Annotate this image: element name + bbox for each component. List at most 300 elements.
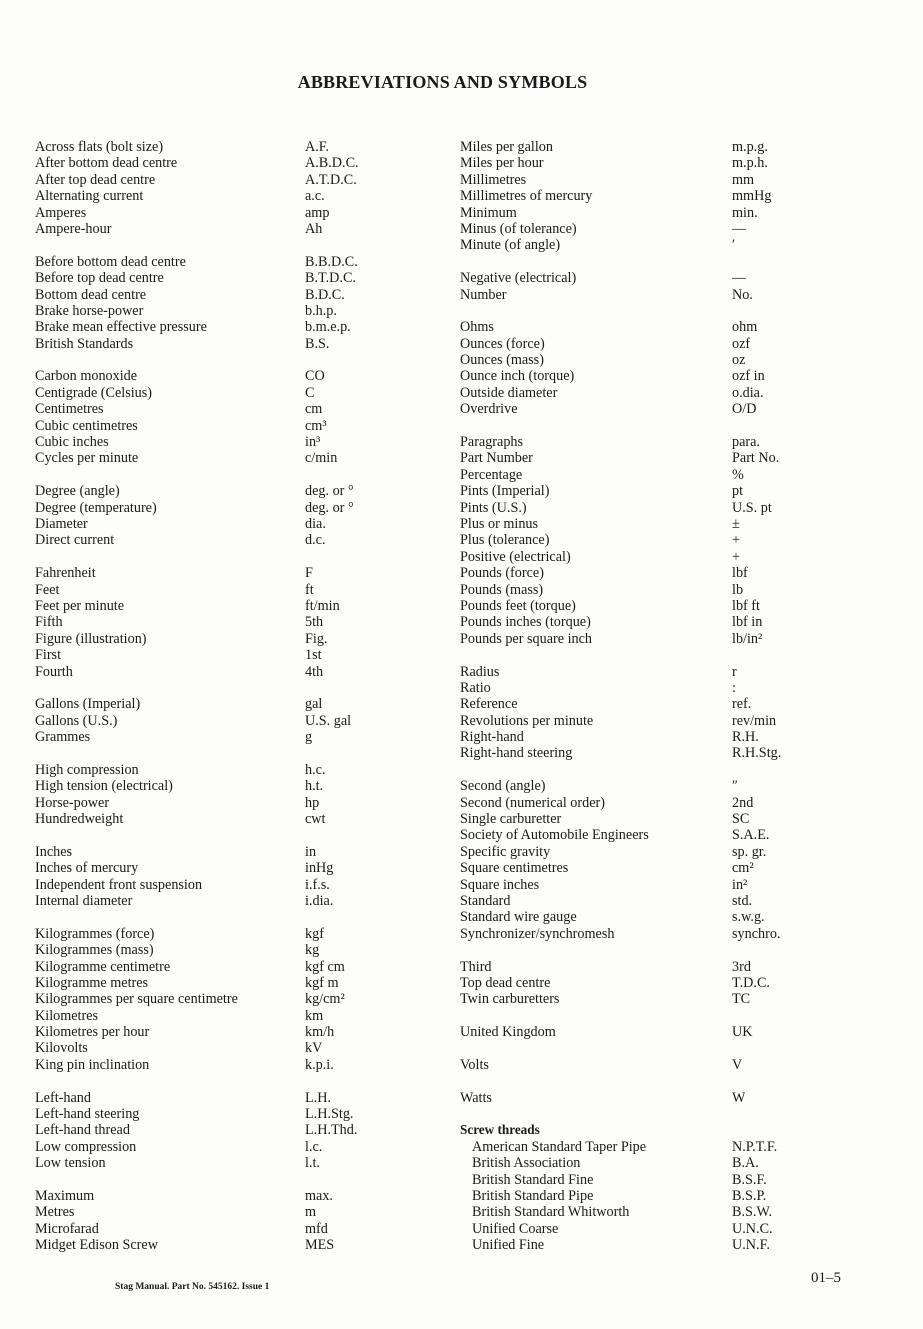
- entry-term: Bottom dead centre: [35, 286, 147, 303]
- entry-abbreviation: ″: [732, 778, 738, 795]
- entry-term: Amperes: [35, 204, 87, 221]
- abbreviation-entry: [35, 631, 415, 647]
- entry-term: Carbon monoxide: [35, 368, 138, 385]
- page-title: ABBREVIATIONS AND SYMBOLS: [297, 72, 588, 92]
- abbreviation-entry: [460, 1172, 880, 1188]
- abbreviation-entry: [460, 385, 880, 401]
- entry-abbreviation: ozf in: [732, 368, 765, 385]
- entry-abbreviation: A.T.D.C.: [305, 171, 357, 188]
- entry-abbreviation: :: [732, 679, 736, 696]
- abbreviation-entry: [460, 368, 880, 384]
- entry-term: Pounds (force): [460, 565, 544, 582]
- abbreviation-entry: [460, 549, 880, 565]
- entry-abbreviation: ohm: [732, 319, 758, 336]
- abbreviation-entry: [460, 614, 880, 630]
- entry-term: Inches of mercury: [35, 860, 139, 877]
- entry-term: Kilogrammes (mass): [35, 942, 154, 959]
- entry-abbreviation: min.: [732, 204, 758, 221]
- entry-term: Across flats (bolt size): [35, 139, 164, 155]
- entry-term: Plus (tolerance): [460, 532, 550, 549]
- entry-abbreviation: mm: [732, 171, 755, 188]
- abbreviation-entry: [460, 778, 880, 794]
- entry-abbreviation: C: [305, 384, 315, 401]
- group-spacer: [35, 1073, 415, 1089]
- right-column: [460, 139, 880, 1254]
- abbreviation-entry: [35, 434, 415, 450]
- abbreviation-entry: [460, 1204, 880, 1220]
- group-spacer: [35, 467, 415, 483]
- entry-abbreviation: T.D.C.: [732, 974, 770, 991]
- entry-term: Degree (temperature): [35, 499, 157, 516]
- entry-abbreviation: L.H.: [305, 1089, 332, 1106]
- entry-term: Unified Coarse: [472, 1220, 559, 1237]
- abbreviation-entry: [460, 434, 880, 450]
- entry-abbreviation: d.c.: [305, 532, 326, 549]
- entry-abbreviation: W: [732, 1089, 746, 1106]
- entry-abbreviation: i.dia.: [305, 892, 334, 909]
- abbreviation-entry: [460, 1139, 880, 1155]
- abbreviation-entry: [460, 467, 880, 483]
- abbreviation-entry: [35, 959, 415, 975]
- abbreviation-entry: [35, 729, 415, 745]
- entry-abbreviation: B.B.D.C.: [305, 253, 358, 270]
- entry-term: Ounce inch (torque): [460, 368, 575, 385]
- entry-term: Centigrade (Celsius): [35, 384, 153, 401]
- abbreviation-entry: [35, 1139, 415, 1155]
- entry-term: Before bottom dead centre: [35, 253, 186, 270]
- abbreviation-entry: [460, 352, 880, 368]
- abbreviation-entry: [35, 254, 415, 270]
- entry-abbreviation: B.T.D.C.: [305, 270, 356, 287]
- entry-term: Grammes: [35, 729, 91, 746]
- entry-term: Kilovolts: [35, 1040, 88, 1057]
- entry-abbreviation: inHg: [305, 860, 334, 877]
- abbreviation-entry: [35, 975, 415, 991]
- entry-term: Revolutions per minute: [460, 712, 594, 729]
- abbreviation-entry: [35, 778, 415, 794]
- abbreviation-entry: [460, 319, 880, 335]
- entry-abbreviation: +: [732, 548, 741, 565]
- entry-term: Left-hand: [35, 1089, 91, 1106]
- entry-abbreviation: L.H.Stg.: [305, 1106, 354, 1123]
- entry-term: Pints (U.S.): [460, 499, 527, 516]
- entry-term: Negative (electrical): [460, 270, 577, 287]
- abbreviation-entry: [35, 614, 415, 630]
- entry-term: Kilometres per hour: [35, 1024, 150, 1041]
- abbreviation-entry: [35, 1122, 415, 1138]
- entry-abbreviation: B.S.P.: [732, 1188, 767, 1204]
- entry-abbreviation: c/min: [305, 450, 338, 467]
- abbreviation-entry: [35, 1057, 415, 1073]
- entry-abbreviation: lb: [732, 581, 744, 598]
- entry-term: Kilogramme metres: [35, 974, 149, 991]
- entry-term: Ampere-hour: [35, 220, 112, 237]
- entry-term: Plus or minus: [460, 515, 539, 532]
- group-spacer: [460, 1106, 880, 1122]
- abbreviation-entry: [35, 664, 415, 680]
- entry-term: Reference: [460, 696, 518, 713]
- entry-abbreviation: in: [305, 843, 317, 860]
- abbreviation-entry: [35, 795, 415, 811]
- entry-term: Right-hand: [460, 729, 524, 746]
- abbreviation-entry: [460, 155, 880, 171]
- entry-term: First: [35, 647, 62, 664]
- abbreviation-entry: [460, 1057, 880, 1073]
- entry-abbreviation: lb/in²: [732, 630, 763, 647]
- entry-term: Minus (of tolerance): [460, 220, 577, 237]
- group-spacer: [35, 827, 415, 843]
- group-spacer: [35, 909, 415, 925]
- abbreviation-entry: [35, 598, 415, 614]
- entry-abbreviation: cm²: [732, 860, 754, 877]
- entry-abbreviation: B.S.F.: [732, 1171, 767, 1188]
- abbreviation-entry: [35, 172, 415, 188]
- entry-term: British Standard Pipe: [472, 1188, 594, 1204]
- entry-abbreviation: F: [305, 565, 313, 582]
- entry-term: Fifth: [35, 614, 63, 631]
- entry-term: Ounces (force): [460, 335, 545, 352]
- group-spacer: [460, 942, 880, 958]
- entry-term: Second (numerical order): [460, 794, 605, 811]
- entry-term: Pounds per square inch: [460, 630, 592, 647]
- abbreviation-entry: [460, 532, 880, 548]
- entry-term: Metres: [35, 1204, 75, 1221]
- entry-term: Fourth: [35, 663, 73, 680]
- abbreviation-entry: [460, 1024, 880, 1040]
- footer-manual-reference: Stag Manual. Part No. 545162. Issue 1: [115, 1282, 270, 1292]
- entry-abbreviation: para.: [732, 434, 760, 451]
- entry-abbreviation: B.A.: [732, 1155, 759, 1172]
- entry-term: Right-hand steering: [460, 745, 573, 762]
- abbreviation-entry: [35, 303, 415, 319]
- entry-term: Second (angle): [460, 778, 546, 795]
- entry-term: Kilogrammes per square centimetre: [35, 991, 238, 1008]
- entry-abbreviation: B.S.: [305, 335, 330, 352]
- entry-term: United Kingdom: [460, 1024, 556, 1041]
- abbreviation-entry: [460, 270, 880, 286]
- abbreviation-entry: [35, 860, 415, 876]
- entry-term: High tension (electrical): [35, 778, 173, 795]
- entry-term: High compression: [35, 761, 139, 778]
- left-column: [35, 139, 415, 1254]
- entry-term: British Standard Whitworth: [472, 1204, 630, 1221]
- abbreviation-entry: [460, 287, 880, 303]
- entry-term: Brake mean effective pressure: [35, 319, 207, 336]
- abbreviation-entry: [460, 336, 880, 352]
- entry-term: Feet per minute: [35, 597, 125, 614]
- entry-abbreviation: h.c.: [305, 761, 326, 778]
- entry-abbreviation: S.A.E.: [732, 827, 770, 844]
- abbreviation-entry: [460, 237, 880, 253]
- abbreviation-entry: [35, 418, 415, 434]
- entry-term: Horse-power: [35, 794, 110, 811]
- entry-abbreviation: L.H.Thd.: [305, 1122, 358, 1139]
- abbreviation-entry: [35, 500, 415, 516]
- entry-term: Top dead centre: [460, 974, 551, 991]
- entry-term: Overdrive: [460, 401, 518, 418]
- abbreviation-entry: [460, 1237, 880, 1253]
- entry-term: Pounds feet (torque): [460, 597, 576, 614]
- section-heading: Screw threads: [460, 1122, 540, 1138]
- abbreviation-entry: [460, 450, 880, 466]
- abbreviation-entry: [460, 909, 880, 925]
- abbreviation-entry: [35, 221, 415, 237]
- group-spacer: [460, 762, 880, 778]
- entry-abbreviation: max.: [305, 1188, 333, 1204]
- entry-abbreviation: amp: [305, 204, 330, 221]
- entry-term: Percentage: [460, 466, 523, 483]
- entry-abbreviation: B.S.W.: [732, 1204, 773, 1221]
- entry-term: Centimetres: [35, 401, 104, 418]
- entry-abbreviation: lbf ft: [732, 597, 760, 614]
- entry-term: British Standard Fine: [472, 1171, 594, 1188]
- entry-term: Paragraphs: [460, 434, 524, 451]
- group-spacer: [460, 303, 880, 319]
- abbreviation-entry: [460, 631, 880, 647]
- page-number: 01–5: [811, 1270, 841, 1286]
- entry-term: Outside diameter: [460, 384, 558, 401]
- abbreviation-entry: [460, 860, 880, 876]
- abbreviation-entry: [35, 893, 415, 909]
- entry-abbreviation: N.P.T.F.: [732, 1138, 778, 1155]
- entry-term: King pin inclination: [35, 1056, 150, 1073]
- entry-term: Miles per gallon: [460, 139, 553, 155]
- abbreviation-entry: [460, 745, 880, 761]
- entry-abbreviation: oz: [732, 352, 746, 369]
- entry-abbreviation: cwt: [305, 811, 326, 828]
- entry-term: Maximum: [35, 1188, 95, 1204]
- entry-term: Gallons (Imperial): [35, 696, 141, 713]
- abbreviation-entry: [35, 368, 415, 384]
- abbreviation-entry: [460, 1090, 880, 1106]
- entry-term: Standard wire gauge: [460, 909, 577, 926]
- entry-term: After top dead centre: [35, 171, 156, 188]
- entry-term: Third: [460, 958, 492, 975]
- entry-term: Left-hand thread: [35, 1122, 130, 1139]
- entry-abbreviation: ft: [305, 581, 314, 598]
- entry-term: Square inches: [460, 876, 540, 893]
- entry-abbreviation: kg: [305, 942, 320, 959]
- entry-abbreviation: ft/min: [305, 597, 340, 614]
- entry-abbreviation: deg. or °: [305, 483, 354, 500]
- abbreviation-entry: [460, 959, 880, 975]
- group-spacer: [35, 352, 415, 368]
- entry-abbreviation: kV: [305, 1040, 323, 1057]
- abbreviation-entry: [35, 139, 415, 155]
- entry-abbreviation: MES: [305, 1237, 335, 1254]
- entry-abbreviation: b.m.e.p.: [305, 319, 351, 336]
- entry-abbreviation: UK: [732, 1024, 753, 1041]
- abbreviation-entry: [35, 188, 415, 204]
- entry-abbreviation: mmHg: [732, 188, 772, 205]
- entry-abbreviation: V: [732, 1056, 743, 1073]
- entry-abbreviation: ozf: [732, 335, 751, 352]
- entry-abbreviation: —: [732, 270, 747, 287]
- abbreviation-entry: [35, 647, 415, 663]
- abbreviation-entry: [35, 532, 415, 548]
- abbreviation-entry: [35, 582, 415, 598]
- abbreviation-entry: [35, 155, 415, 171]
- abbreviation-entry: [35, 565, 415, 581]
- entry-abbreviation: m.p.g.: [732, 139, 768, 155]
- entry-abbreviation: pt: [732, 483, 744, 500]
- entry-term: Minute (of angle): [460, 237, 561, 254]
- group-spacer: [460, 1040, 880, 1056]
- group-spacer: [460, 418, 880, 434]
- abbreviation-entry: [460, 221, 880, 237]
- abbreviation-entry: [460, 172, 880, 188]
- abbreviation-entry: [35, 516, 415, 532]
- entry-term: Figure (illustration): [35, 630, 147, 647]
- entry-abbreviation: B.D.C.: [305, 286, 345, 303]
- entry-abbreviation: in³: [305, 434, 321, 451]
- entry-term: Cycles per minute: [35, 450, 139, 467]
- entry-term: Millimetres: [460, 171, 527, 188]
- entry-term: Independent front suspension: [35, 876, 203, 893]
- entry-abbreviation: m.p.h.: [732, 155, 768, 172]
- entry-abbreviation: %: [732, 466, 744, 483]
- entry-abbreviation: 4th: [305, 663, 324, 680]
- entry-term: Unified Fine: [472, 1237, 545, 1254]
- entry-term: Society of Automobile Engineers: [460, 827, 649, 844]
- entry-abbreviation: km: [305, 1007, 324, 1024]
- entry-term: American Standard Taper Pipe: [472, 1138, 647, 1155]
- entry-term: Minimum: [460, 204, 517, 221]
- entry-term: Direct current: [35, 532, 115, 549]
- entry-abbreviation: o.dia.: [732, 384, 764, 401]
- group-spacer: [35, 549, 415, 565]
- entry-abbreviation: deg. or °: [305, 499, 354, 516]
- abbreviation-entry: [460, 696, 880, 712]
- entry-abbreviation: lbf: [732, 565, 748, 582]
- abbreviation-entry: [35, 1090, 415, 1106]
- entry-abbreviation: No.: [732, 286, 753, 303]
- entry-term: Kilogramme centimetre: [35, 958, 171, 975]
- abbreviation-entry: [460, 483, 880, 499]
- abbreviation-entry: [460, 680, 880, 696]
- entry-term: Watts: [460, 1089, 492, 1106]
- entry-term: Square centimetres: [460, 860, 569, 877]
- abbreviation-entry: [460, 664, 880, 680]
- abbreviation-entry: [35, 287, 415, 303]
- abbreviation-entry: [35, 762, 415, 778]
- group-spacer: [460, 1073, 880, 1089]
- abbreviation-entry: [460, 139, 880, 155]
- abbreviation-entry: [35, 1106, 415, 1122]
- entry-abbreviation: O/D: [732, 401, 757, 418]
- entry-abbreviation: Part No.: [732, 450, 780, 467]
- group-spacer: [35, 680, 415, 696]
- abbreviation-entry: [460, 811, 880, 827]
- abbreviation-entry: [35, 877, 415, 893]
- entry-term: Kilometres: [35, 1007, 99, 1024]
- abbreviation-entry: [460, 1221, 880, 1237]
- abbreviation-entry: [460, 877, 880, 893]
- entry-abbreviation: hp: [305, 794, 320, 811]
- entry-term: Fahrenheit: [35, 565, 96, 582]
- entry-abbreviation: cm³: [305, 417, 327, 434]
- abbreviation-entry: [35, 450, 415, 466]
- abbreviation-entry: [35, 270, 415, 286]
- group-spacer: [35, 1172, 415, 1188]
- abbreviation-entry: [460, 795, 880, 811]
- entry-term: Pounds inches (torque): [460, 614, 591, 631]
- entry-abbreviation: sp. gr.: [732, 843, 767, 860]
- entry-term: Positive (electrical): [460, 548, 571, 565]
- entry-term: Miles per hour: [460, 155, 544, 172]
- entry-abbreviation: U.N.C.: [732, 1220, 773, 1237]
- entry-term: Part Number: [460, 450, 533, 467]
- entry-term: Degree (angle): [35, 483, 120, 500]
- entry-abbreviation: mfd: [305, 1220, 328, 1237]
- entry-abbreviation: ±: [732, 515, 740, 532]
- entry-term: Left-hand steering: [35, 1106, 140, 1123]
- entry-term: Microfarad: [35, 1220, 99, 1237]
- entry-abbreviation: gal: [305, 696, 323, 713]
- abbreviation-entry: [460, 582, 880, 598]
- entry-abbreviation: rev/min: [732, 712, 777, 729]
- abbreviation-entry: [35, 385, 415, 401]
- abbreviation-entry: [460, 926, 880, 942]
- entry-term: Pints (Imperial): [460, 483, 550, 500]
- abbreviation-entry: [460, 991, 880, 1007]
- abbreviation-entry: [460, 713, 880, 729]
- entry-term: Volts: [460, 1056, 489, 1073]
- entry-term: Hundredweight: [35, 811, 124, 828]
- abbreviation-entry: [35, 1237, 415, 1253]
- entry-abbreviation: Fig.: [305, 630, 328, 647]
- abbreviation-entry: [35, 401, 415, 417]
- entry-abbreviation: —: [732, 220, 747, 237]
- entry-abbreviation: 3rd: [732, 958, 751, 975]
- entry-term: Ohms: [460, 319, 494, 336]
- entry-abbreviation: Ah: [305, 220, 323, 237]
- entry-term: After bottom dead centre: [35, 155, 178, 172]
- entry-abbreviation: cm: [305, 401, 323, 418]
- entry-abbreviation: s.w.g.: [732, 909, 765, 926]
- group-spacer: [460, 254, 880, 270]
- entry-abbreviation: lbf in: [732, 614, 763, 631]
- entry-abbreviation: R.H.: [732, 729, 759, 746]
- entry-term: Kilogrammes (force): [35, 925, 155, 942]
- entry-abbreviation: A.B.D.C.: [305, 155, 359, 172]
- entry-abbreviation: b.h.p.: [305, 302, 337, 319]
- entry-abbreviation: dia.: [305, 515, 326, 532]
- abbreviation-entry: [35, 1204, 415, 1220]
- entry-abbreviation: 5th: [305, 614, 324, 631]
- abbreviation-entry: [35, 696, 415, 712]
- entry-term: Specific gravity: [460, 843, 551, 860]
- entry-term: British Association: [472, 1155, 581, 1172]
- abbreviation-entry: [35, 1008, 415, 1024]
- abbreviation-entry: [35, 1221, 415, 1237]
- entry-term: Diameter: [35, 515, 88, 532]
- entry-term: Internal diameter: [35, 892, 133, 909]
- abbreviation-entry: [460, 893, 880, 909]
- abbreviation-entry: [460, 516, 880, 532]
- entry-abbreviation: in²: [732, 876, 748, 893]
- entry-term: Inches: [35, 843, 73, 860]
- group-spacer: [35, 745, 415, 761]
- entry-term: Cubic inches: [35, 434, 109, 451]
- abbreviation-entry: [35, 991, 415, 1007]
- entry-abbreviation: SC: [732, 811, 750, 828]
- entry-term: Alternating current: [35, 188, 144, 205]
- entry-term: Cubic centimetres: [35, 417, 138, 434]
- abbreviation-entry: [460, 401, 880, 417]
- entry-term: Number: [460, 286, 507, 303]
- entry-term: Millimetres of mercury: [460, 188, 593, 205]
